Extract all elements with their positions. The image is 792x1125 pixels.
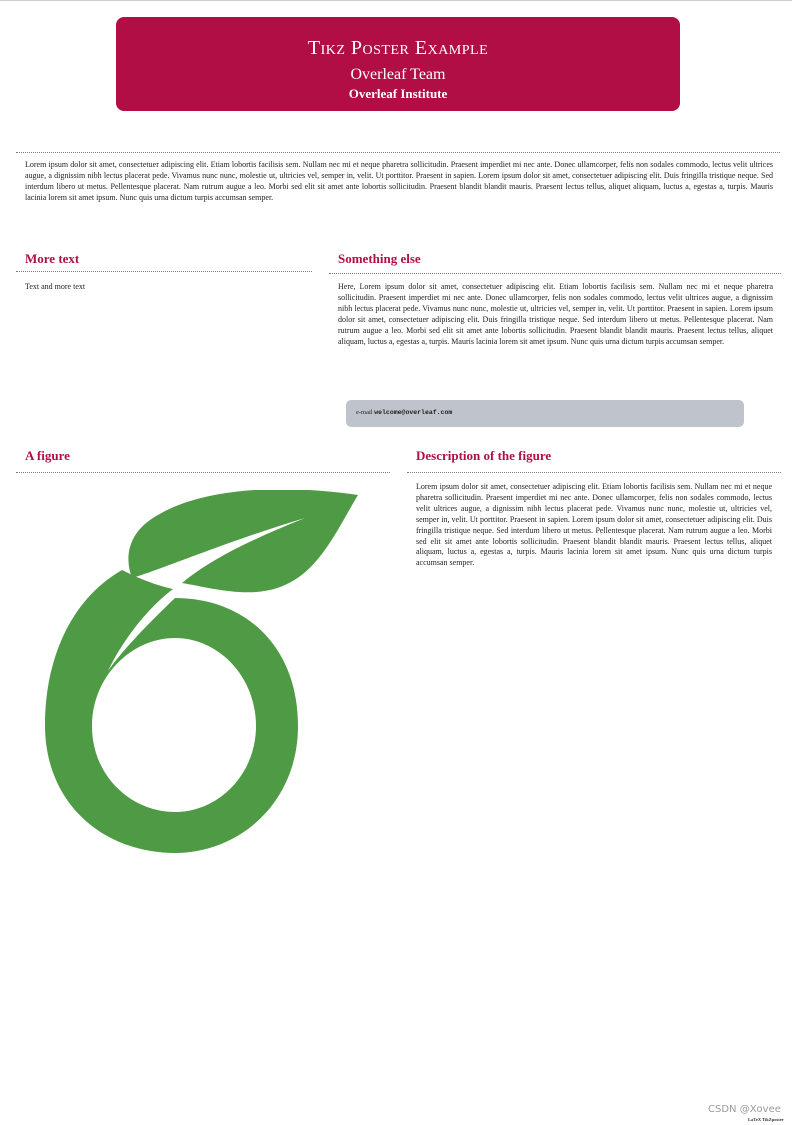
logo-ring: [45, 570, 298, 853]
watermark: CSDN @Xovee: [708, 1104, 781, 1115]
description-body: Lorem ipsum dolor sit amet, consectetuer adipiscing elit. Etiam lobortis facilisis sem. Nullam nec mi et neque pharetra sollicitudin. Praesent imperdiet mi nec ante. Donec ullamcorper, felis non sodales commodo, lectus velit ultrices augue, a dignissim nibh lectus placerat pede. Vivamus nunc nunc, molestie ut, ultricies vel, semper in, velit. Ut porttitor. Praesent in sapien. Lorem ipsum dolor sit amet, consectetuer adipiscing elit. Duis fringilla tristique neque. Sed interdum libero ut metus. Pellentesque placerat. Nam rutrum augue a leo. Morbi sed elit sit amet ante lobortis sollicitudin. Praesent blandit blandit mauris. Praesent lectus tellus, aliquet aliquam, luctus a, egestas a, turpis. Mauris lacinia lorem sit amet ipsum. Nunc quis urna dictum turpis accumsan semper.: [416, 482, 772, 568]
intro-paragraph: Lorem ipsum dolor sit amet, consectetuer adipiscing elit. Etiam lobortis facilisis sem. Nullam nec mi et neque pharetra sollicitudin. Praesent imperdiet mi nec ante. Donec ullamcorper, felis non sodales commodo, lectus velit ultrices augue, a dignissim nibh lectus placerat pede. Vivamus nunc nunc, molestie ut, ultricies vel, semper in, velit. Ut porttitor. Praesent in sapien. Lorem ipsum dolor sit amet, consectetuer adipiscing elit. Duis fringilla tristique neque. Sed interdum libero ut metus. Pellentesque placerat. Nam rutrum augue a leo. Morbi sed elit sit amet ante lobortis sollicitudin. Praesent blandit blandit mauris. Praesent lectus tellus, aliquet aliquam, luctus a, egestas a, turpis. Mauris lacinia lorem sit amet ipsum. Nunc quis urna dictum turpis accumsan semper.: [25, 160, 773, 202]
something-else-heading: Something else: [338, 251, 421, 266]
top-border: [0, 0, 792, 1]
poster-author: Overleaf Team: [350, 66, 446, 83]
title-banner: [116, 17, 680, 111]
something-else-body: Here, Lorem ipsum dolor sit amet, consectetuer adipiscing elit. Etiam lobortis facilisis sem. Nullam nec mi et neque pharetra sollicitudin. Praesent imperdiet mi nec ante. Donec ullamcorper, felis non sodales commodo, lectus velit ultrices augue, a dignissim nibh lectus placerat pede. Vivamus nunc nunc, molestie ut, ultricies vel, semper in, velit. Ut porttitor. Praesent in sapien. Lorem ipsum dolor sit amet, consectetuer adipiscing elit. Duis fringilla tristique neque. Sed interdum libero ut metus. Pellentesque placerat. Nam rutrum augue a leo. Morbi sed elit sit amet ante lobortis sollicitudin. Praesent blandit blandit mauris. Praesent lectus tellus, aliquet aliquam, luctus a, egestas a, turpis. Mauris lacinia lorem sit amet ipsum. Nunc quis urna dictum turpis accumsan semper.: [338, 282, 773, 346]
credit-text: LaTeX TikZposter: [748, 1117, 784, 1122]
email-line: [356, 409, 452, 416]
more-text-heading: More text: [25, 251, 80, 266]
email-address[interactable]: welcome@overleaf.com: [374, 409, 453, 416]
something-else-divider: [329, 273, 781, 274]
intro-divider: [16, 152, 780, 153]
poster-institute: Overleaf Institute: [348, 86, 448, 101]
logo-leaf: [128, 490, 358, 592]
figure-heading: A figure: [25, 448, 70, 463]
figure-divider: [16, 472, 390, 473]
overleaf-logo-icon: [40, 490, 370, 860]
more-text-body: Text and more text: [25, 282, 86, 291]
more-text-divider: [16, 271, 312, 272]
poster-title: Tikz Poster Example: [307, 37, 489, 59]
email-box: [346, 400, 744, 427]
description-heading: Description of the figure: [416, 448, 552, 463]
description-divider: [407, 472, 781, 473]
email-label: e-mail: [356, 409, 373, 416]
